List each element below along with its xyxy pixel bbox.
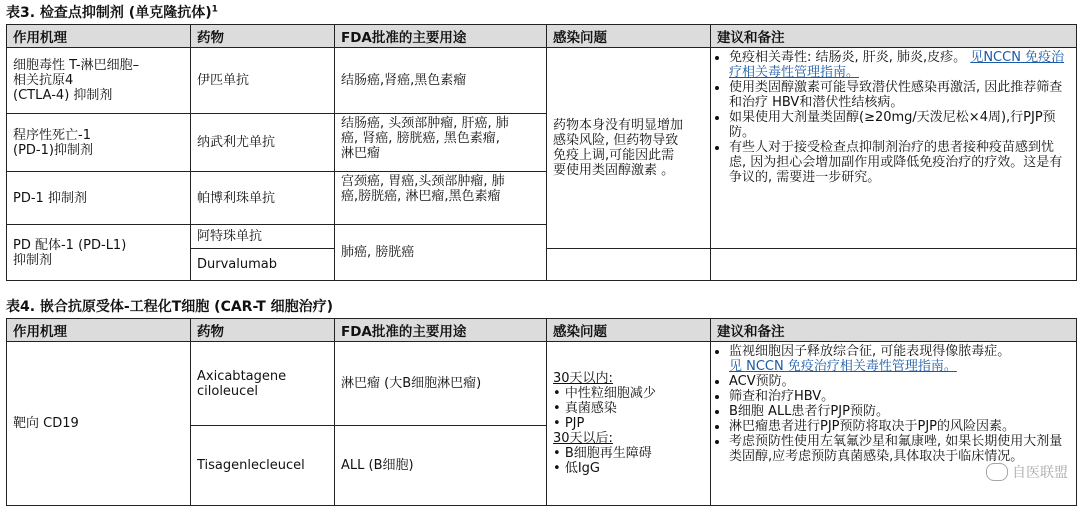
table-row [7, 48, 1077, 114]
fda-use-cell: 淋巴瘤 (大B细胞淋巴瘤) [335, 342, 547, 426]
mechanism-cell: PD 配体-1 (PD-L1) 抑制剂 [7, 225, 191, 281]
table4-caption: 表4. 嵌合抗原受体-工程化T细胞 (CAR-T 细胞治疗) [6, 299, 334, 315]
mechanism-cell: 细胞毒性 T-淋巴细胞– 相关抗原4 (CTLA-4) 抑制剂 [7, 48, 191, 114]
drug-cell: 纳武利尤单抗 [191, 114, 335, 172]
mechanism-cell: PD-1 抑制剂 [7, 172, 191, 225]
infection-cell: 药物本身没有明显增加 感染风险, 但药物导致 免疫上调,可能因此需 要使用类固醇激素 。 [547, 48, 711, 249]
fda-use-cell: 肺癌, 膀胱癌 [335, 225, 547, 281]
header-fda-use: FDA批准的主要用途 [335, 25, 547, 48]
fda-use-cell: 结肠癌, 头颈部肿瘤, 肝癌, 肺 癌, 肾癌, 膀胱癌, 黑色素瘤, 淋巴瘤 [335, 114, 547, 172]
header-infection: 感染问题 [547, 25, 711, 48]
header-fda-use: FDA批准的主要用途 [335, 319, 547, 342]
table4 [6, 318, 1077, 506]
header-infection: 感染问题 [547, 319, 711, 342]
nccn-guideline-link[interactable]: 见NCCN 免疫治疗相关毒性管理指南。 [729, 50, 1065, 80]
drug-cell: Axicabtagene ciloleucel [191, 342, 335, 426]
header-drug: 药物 [191, 25, 335, 48]
mechanism-cell: 靶向 CD19 [7, 342, 191, 506]
nccn-guideline-link[interactable]: 见 NCCN 免疫治疗相关毒性管理指南。 [729, 359, 957, 374]
drug-cell: 伊匹单抗 [191, 48, 335, 114]
fda-use-cell: ALL (B细胞) [335, 426, 547, 506]
header-notes: 建议和备注 [711, 25, 1077, 48]
table3-caption: 表3. 检查点抑制剂 (单克隆抗体)$^1$ [6, 4, 218, 21]
table3 [6, 24, 1077, 281]
table3-header-row [7, 25, 1077, 48]
header-mechanism: 作用机理 [7, 319, 191, 342]
header-mechanism: 作用机理 [7, 25, 191, 48]
mechanism-cell: 程序性死亡-1 (PD-1)抑制剂 [7, 114, 191, 172]
infection-cell-continued [547, 249, 711, 281]
fda-use-cell: 宫颈癌, 胃癌,头颈部肿瘤, 肺 癌,膀胱癌, 淋巴瘤,黑色素瘤 [335, 172, 547, 225]
drug-cell: 帕博利珠单抗 [191, 172, 335, 225]
fda-use-cell: 结肠癌,肾癌,黑色素瘤 [335, 48, 547, 114]
infection-cell: 30天以内: • 中性粒细胞减少 • 真菌感染 • PJP 30天以后: • B细胞再生障碍 • 低IgG [547, 342, 711, 506]
drug-cell: Tisagenlecleucel [191, 426, 335, 506]
notes-cell: • 免疫相关毒性: 结肠炎, 肝炎, 肺炎,皮疹。 见NCCN 免疫治疗相关毒性管理指南。 • 使用类固醇激素可能导致潜伏性感染再激活, 因此推荐筛查和治疗 HBV和潜伏性结核病。 • 如果使用大剂量类固醇(≥20mg/天泼尼松×4周),行PJP预防。 • 有些人对于接受检查点抑制剂治疗的患者接种疫苗感到忧虑, 因为担心会增加副作用或降低免疫治疗的疗效。这是有争议的, 需要进一步研究。 [711, 48, 1077, 249]
table-row [7, 342, 1077, 426]
header-drug: 药物 [191, 319, 335, 342]
watermark: 自医联盟 [986, 462, 1068, 482]
drug-cell: 阿特珠单抗 [191, 225, 335, 249]
notes-cell-continued [711, 249, 1077, 281]
drug-cell: Durvalumab [191, 249, 335, 281]
wechat-icon [986, 463, 1008, 481]
table4-header-row [7, 319, 1077, 342]
notes-cell: • 监视细胞因子释放综合征, 可能表现得像脓毒症。 见 NCCN 免疫治疗相关毒性管理指南。 • ACV预防。 • 筛查和治疗HBV。 • B细胞 ALL患者行PJP预防。 • 淋巴瘤患者进行PJP预防将取决于PJP的风险因素。 • 考虑预防性使用左氧氟沙星和氟康唑, 如果长期使用大剂量类固醇,应考虑预防真菌感染,具体取决于临床情况。 [711, 342, 1077, 506]
header-notes: 建议和备注 [711, 319, 1077, 342]
